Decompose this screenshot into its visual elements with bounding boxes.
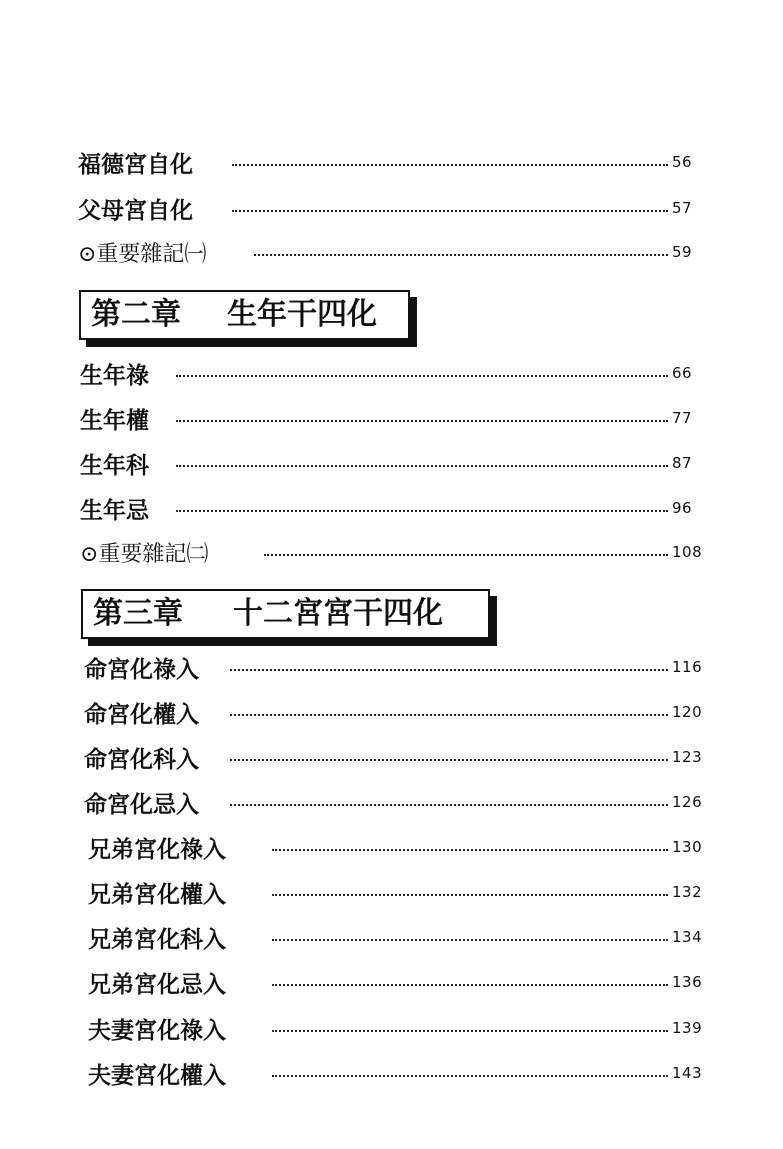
toc-entry: [0, 147, 783, 183]
toc-entry-page: 96: [672, 499, 693, 517]
dot-leader: [272, 1075, 668, 1077]
toc-entry-page: 136: [672, 973, 703, 991]
toc-entry-title: 生年祿: [80, 363, 149, 389]
dot-leader: [264, 554, 668, 556]
toc-entry: [0, 742, 783, 778]
toc-entry-page: 130: [672, 838, 703, 856]
toc-entry-title: 生年權: [80, 408, 149, 434]
dot-leader: [272, 1030, 668, 1032]
dot-leader: [230, 804, 668, 806]
toc-entry-page: 123: [672, 748, 703, 766]
toc-entry-page: 120: [672, 703, 703, 721]
toc-entry: [0, 193, 783, 229]
toc-entry-title: ⊙重要雜記㈡: [80, 542, 209, 567]
toc-entry-title: 兄弟宮化祿入: [88, 837, 226, 863]
toc-entry: [0, 877, 783, 913]
toc-entry: [0, 967, 783, 1003]
toc-entry-title: 命宮化權入: [84, 702, 199, 728]
toc-entry-title: 福德宮自化: [78, 152, 193, 178]
chapter-heading: [81, 589, 490, 639]
dot-leader: [230, 714, 668, 716]
toc-entry-page: 87: [672, 454, 693, 472]
dot-leader: [230, 669, 668, 671]
toc-entry-title: 生年忌: [80, 498, 149, 524]
chapter-title: 十二宮宮干四化: [233, 596, 443, 631]
toc-entry-title: 兄弟宮化忌入: [88, 972, 226, 998]
toc-entry-title: 夫妻宮化祿入: [88, 1018, 226, 1044]
toc-entry-title: 父母宮自化: [78, 198, 193, 224]
toc-entry: [0, 922, 783, 958]
toc-entry-page: 116: [672, 658, 703, 676]
toc-entry-page: 126: [672, 793, 703, 811]
toc-entry-title: 兄弟宮化權入: [88, 882, 226, 908]
dot-leader: [232, 210, 668, 212]
toc-entry-title: ⊙重要雜記㈠: [78, 242, 207, 267]
dot-leader: [272, 894, 668, 896]
dot-leader: [176, 510, 668, 512]
chapter-heading: [79, 290, 410, 340]
toc-entry: [0, 832, 783, 868]
toc-entry-title: 夫妻宮化權入: [88, 1063, 226, 1089]
dot-leader: [176, 420, 668, 422]
toc-entry-page: 134: [672, 928, 703, 946]
toc-entry: [0, 652, 783, 688]
dot-leader: [176, 375, 668, 377]
toc-entry-title: 兄弟宮化科入: [88, 927, 226, 953]
toc-entry: [0, 537, 783, 573]
toc-entry: [0, 697, 783, 733]
chapter-number: 第二章: [91, 297, 181, 332]
dot-leader: [232, 164, 668, 166]
toc-entry-page: 56: [672, 153, 693, 171]
dot-leader: [230, 759, 668, 761]
toc-entry: [0, 493, 783, 529]
toc-entry-title: 命宮化祿入: [84, 657, 199, 683]
toc-entry-page: 66: [672, 364, 693, 382]
toc-entry-page: 59: [672, 243, 693, 261]
toc-entry: [0, 358, 783, 394]
chapter-title: 生年干四化: [227, 297, 377, 332]
toc-entry: [0, 237, 783, 273]
toc-entry-title: 命宮化忌入: [84, 792, 199, 818]
toc-entry-page: 108: [672, 543, 703, 561]
dot-leader: [272, 984, 668, 986]
toc-entry: [0, 1058, 783, 1094]
dot-leader: [272, 849, 668, 851]
toc-entry-title: 生年科: [80, 453, 149, 479]
dot-leader: [272, 939, 668, 941]
toc-entry-page: 77: [672, 409, 693, 427]
toc-entry: [0, 1013, 783, 1049]
toc-entry-page: 132: [672, 883, 703, 901]
toc-entry: [0, 403, 783, 439]
toc-entry-title: 命宮化科入: [84, 747, 199, 773]
dot-leader: [176, 465, 668, 467]
toc-entry-page: 57: [672, 199, 693, 217]
toc-entry-page: 143: [672, 1064, 703, 1082]
toc-entry-page: 139: [672, 1019, 703, 1037]
toc-entry: [0, 787, 783, 823]
toc-entry: [0, 448, 783, 484]
dot-leader: [254, 254, 668, 256]
chapter-number: 第三章: [93, 596, 183, 631]
